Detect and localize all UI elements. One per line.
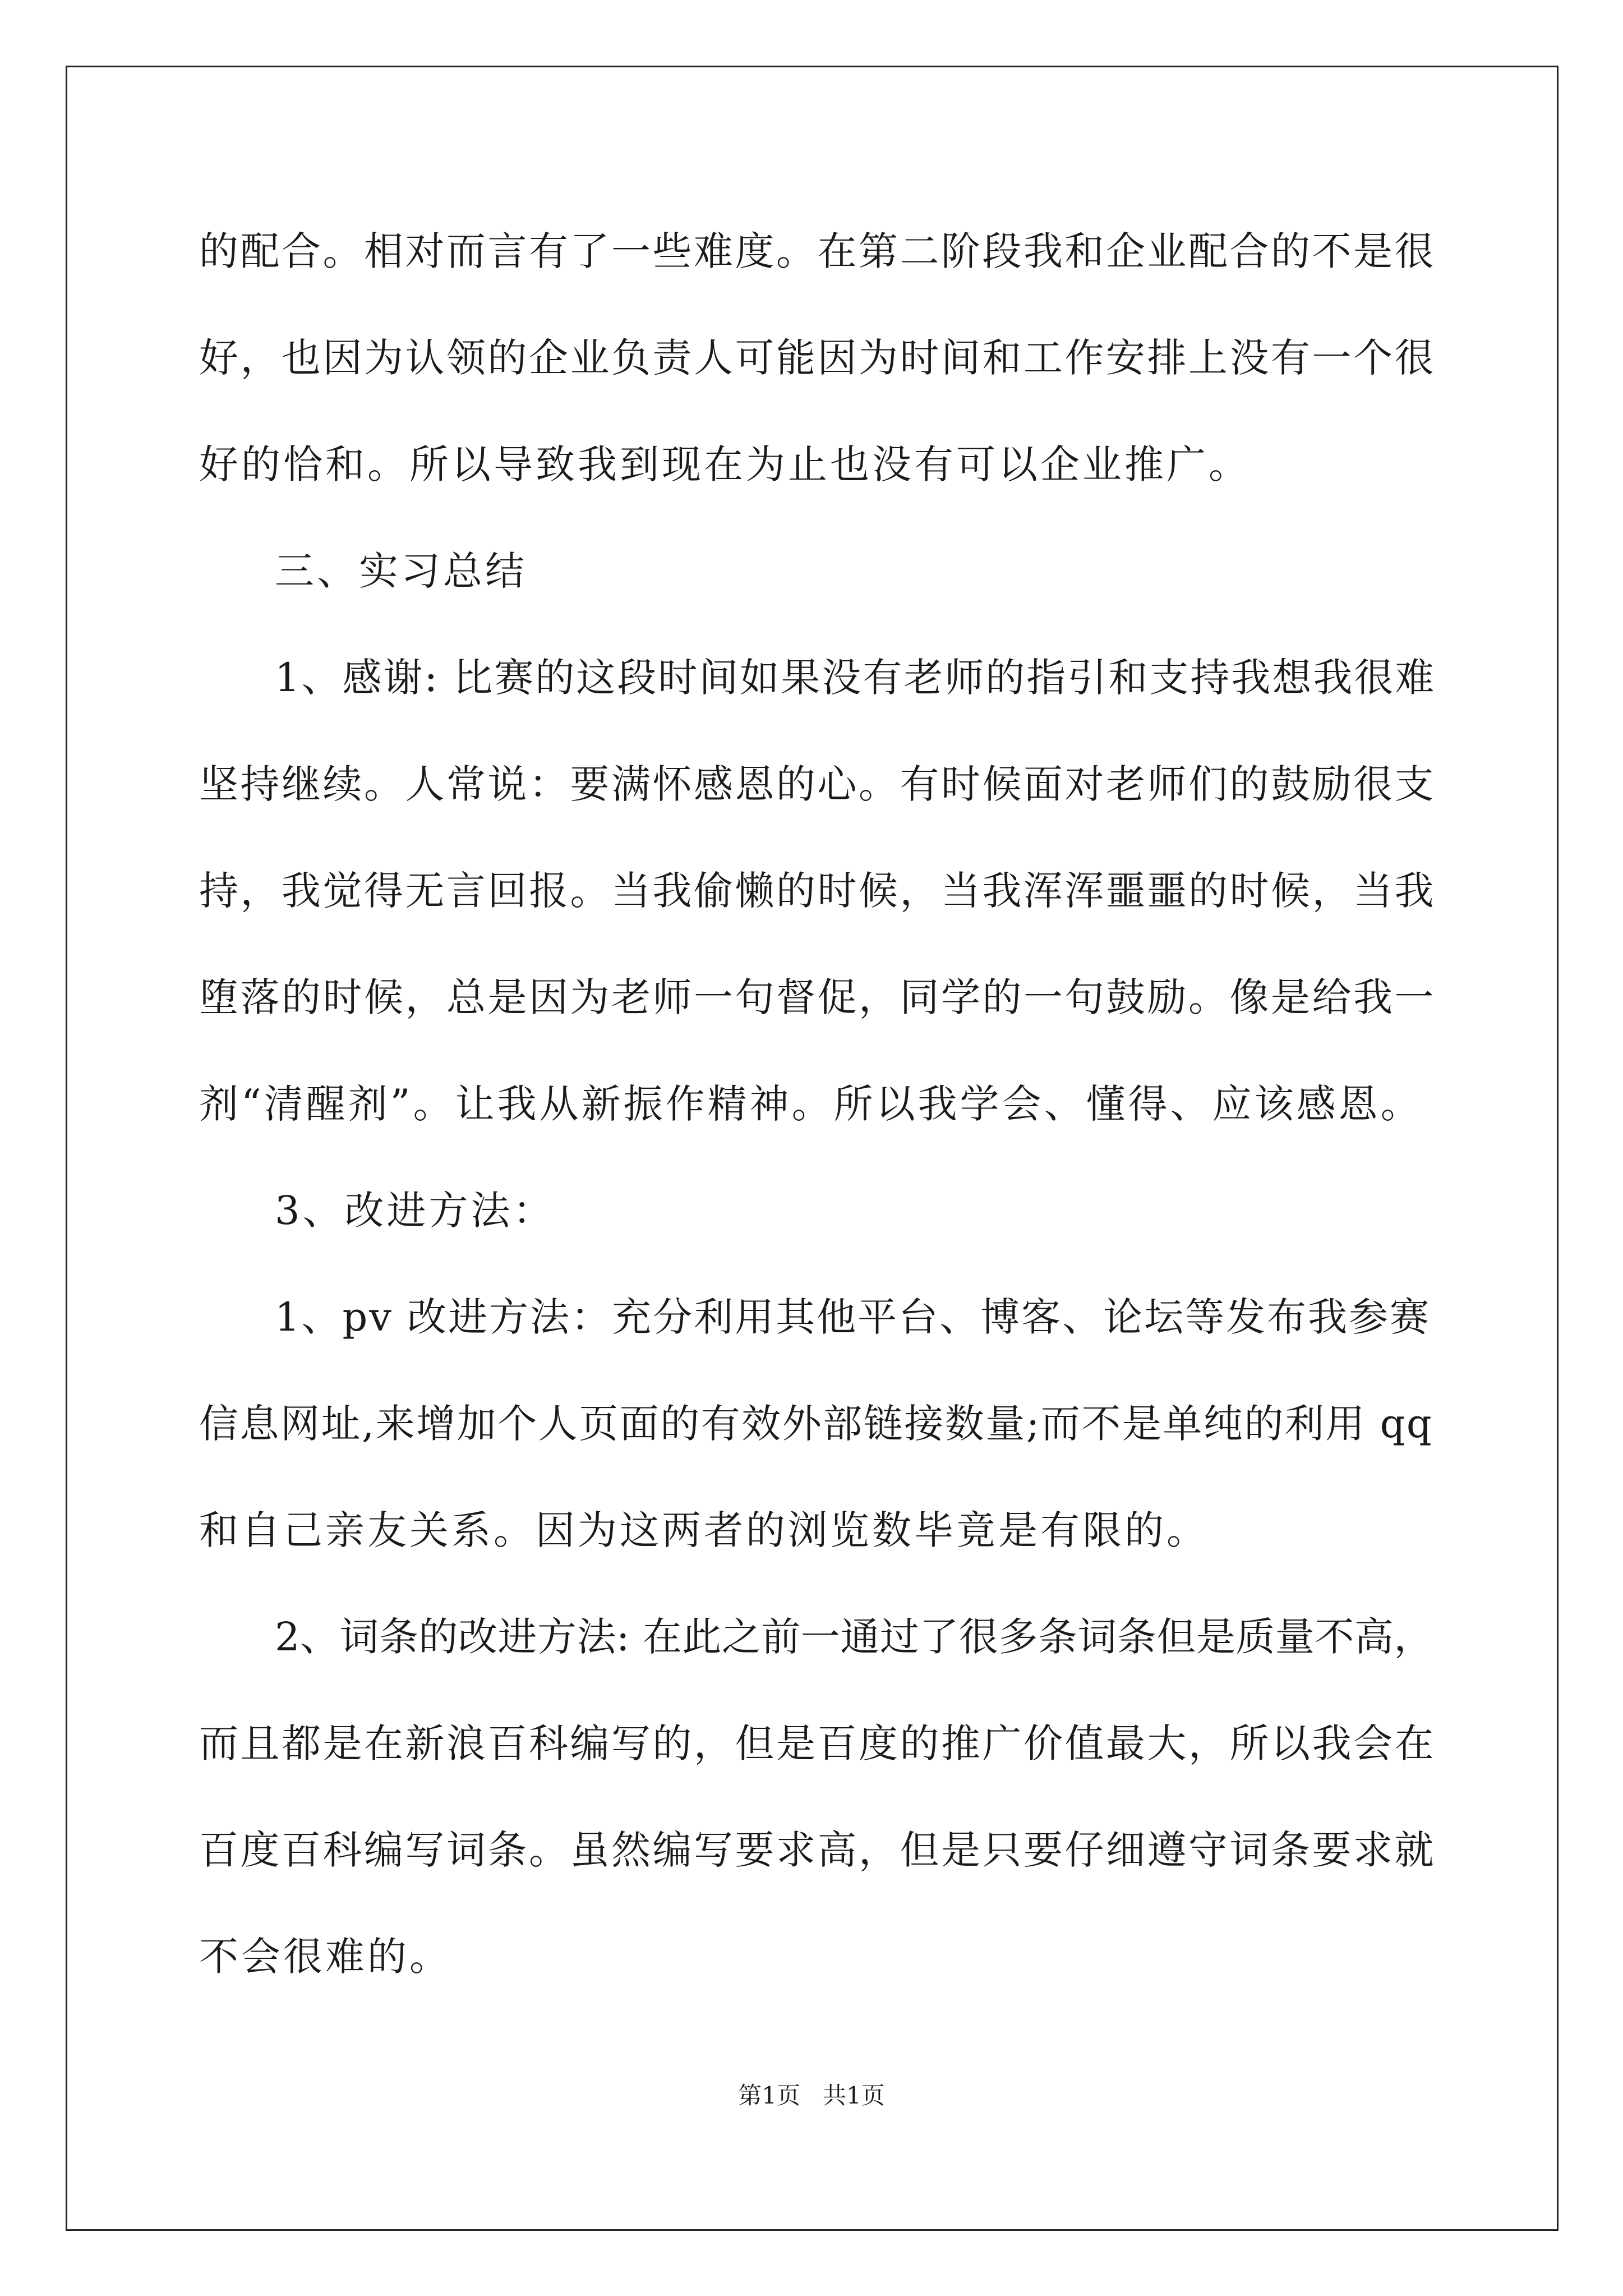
text-line: 好的恰和。所以导致我到现在为止也没有可以企业推广。 <box>199 441 1251 487</box>
section-heading: 3、改进方法： <box>275 1188 555 1234</box>
page-border <box>66 66 1559 2231</box>
text-line: 1、感谢: 比赛的这段时间如果没有老师的指引和支持我想我很难 <box>275 655 1436 701</box>
text-line: 和自己亲友关系。因为这两者的浏览数毕竟是有限的。 <box>199 1507 1209 1553</box>
text-line: 的配合。相对而言有了一些难度。在第二阶段我和企业配合的不是很 <box>199 228 1436 274</box>
text-line: 1、pv 改进方法：充分利用其他平台、博客、论坛等发布我参赛 <box>275 1294 1431 1340</box>
text-line: 堕落的时候，总是因为老师一句督促，同学的一句鼓励。像是给我一 <box>199 974 1436 1020</box>
text-line: 持，我觉得无言回报。当我偷懒的时候，当我浑浑噩噩的时候，当我 <box>199 868 1436 914</box>
text-line: 2、词条的改进方法: 在此之前一通过了很多条词条但是质量不高， <box>275 1614 1433 1660</box>
text-line: 不会很难的。 <box>199 1934 451 1980</box>
text-line: 百度百科编写词条。虽然编写要求高，但是只要仔细遵守词条要求就 <box>199 1827 1436 1873</box>
text-line: 好，也因为认领的企业负责人可能因为时间和工作安排上没有一个很 <box>199 335 1436 381</box>
page-number-footer: 第1页 共1页 <box>738 2082 885 2109</box>
text-line: 坚持继续。人常说：要满怀感恩的心。有时候面对老师们的鼓励很支 <box>199 761 1436 807</box>
text-line: 剂“清醒剂”。让我从新振作精神。所以我学会、懂得、应该感恩。 <box>199 1081 1423 1127</box>
text-line: 而且都是在新浪百科编写的，但是百度的推广价值最大，所以我会在 <box>199 1720 1436 1766</box>
section-heading: 三、实习总结 <box>275 548 527 594</box>
text-line: 信息网址,来增加个人页面的有效外部链接数量;而不是单纯的利用 qq <box>199 1401 1433 1447</box>
